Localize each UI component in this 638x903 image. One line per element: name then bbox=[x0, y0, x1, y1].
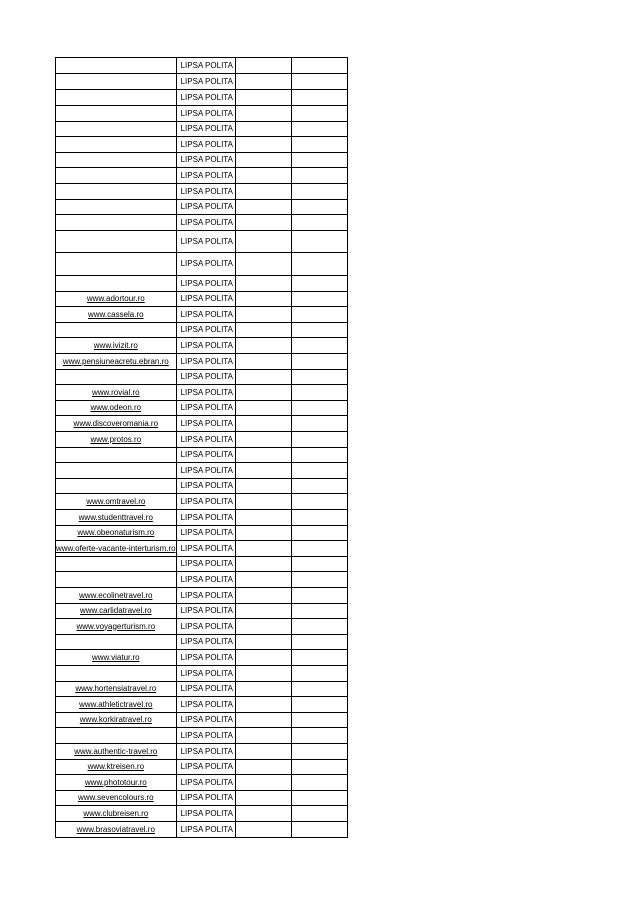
website-cell bbox=[56, 791, 177, 806]
empty-cell bbox=[291, 323, 347, 338]
table-row bbox=[56, 666, 348, 682]
status-cell: LIPSA POLITA bbox=[176, 728, 235, 744]
empty-cell bbox=[235, 215, 291, 231]
empty-cell bbox=[235, 604, 291, 619]
empty-cell bbox=[291, 215, 347, 231]
status-cell: LIPSA POLITA bbox=[176, 153, 235, 168]
empty-cell bbox=[291, 635, 347, 650]
empty-cell bbox=[235, 401, 291, 416]
empty-cell bbox=[235, 619, 291, 635]
status-cell: LIPSA POLITA bbox=[176, 385, 235, 401]
empty-cell bbox=[291, 494, 347, 510]
status-cell: LIPSA POLITA bbox=[176, 744, 235, 760]
empty-cell bbox=[291, 775, 347, 791]
empty-cell bbox=[291, 432, 347, 448]
website-cell bbox=[56, 650, 177, 666]
website-cell bbox=[56, 448, 177, 463]
table-row bbox=[56, 338, 348, 354]
empty-cell bbox=[291, 526, 347, 541]
website-cell bbox=[56, 604, 177, 619]
empty-cell bbox=[235, 775, 291, 791]
table-row bbox=[56, 448, 348, 463]
empty-cell bbox=[291, 184, 347, 200]
empty-cell bbox=[291, 791, 347, 806]
empty-cell bbox=[235, 153, 291, 168]
empty-cell bbox=[291, 713, 347, 728]
status-cell: LIPSA POLITA bbox=[176, 432, 235, 448]
empty-cell bbox=[291, 307, 347, 323]
website-cell bbox=[56, 153, 177, 168]
table-row bbox=[56, 137, 348, 153]
table-row bbox=[56, 713, 348, 728]
status-cell: LIPSA POLITA bbox=[176, 416, 235, 432]
empty-cell bbox=[235, 760, 291, 775]
website-cell bbox=[56, 354, 177, 370]
table-row bbox=[56, 775, 348, 791]
status-cell: LIPSA POLITA bbox=[176, 822, 235, 838]
website-cell bbox=[56, 572, 177, 588]
status-cell: LIPSA POLITA bbox=[176, 791, 235, 806]
table-row bbox=[56, 791, 348, 806]
table-row bbox=[56, 106, 348, 122]
empty-cell bbox=[235, 479, 291, 494]
status-cell: LIPSA POLITA bbox=[176, 231, 235, 253]
website-link[interactable]: www.studenttravel.ro bbox=[78, 512, 153, 522]
empty-cell bbox=[291, 619, 347, 635]
table-row bbox=[56, 697, 348, 713]
empty-cell bbox=[235, 338, 291, 354]
empty-cell bbox=[291, 697, 347, 713]
website-cell bbox=[56, 744, 177, 760]
status-cell: LIPSA POLITA bbox=[176, 572, 235, 588]
table-row bbox=[56, 494, 348, 510]
website-cell bbox=[56, 822, 177, 838]
website-cell bbox=[56, 806, 177, 822]
status-cell: LIPSA POLITA bbox=[176, 215, 235, 231]
table-row bbox=[56, 168, 348, 184]
empty-cell bbox=[291, 231, 347, 253]
empty-cell bbox=[291, 463, 347, 479]
empty-cell bbox=[291, 90, 347, 106]
empty-cell bbox=[235, 463, 291, 479]
website-cell bbox=[56, 74, 177, 90]
empty-cell bbox=[235, 385, 291, 401]
website-link[interactable]: www.brasoviatravel.ro bbox=[76, 824, 155, 834]
status-cell: LIPSA POLITA bbox=[176, 253, 235, 276]
status-cell: LIPSA POLITA bbox=[176, 354, 235, 370]
website-link[interactable]: www.oferte-vacante-interturism.ro bbox=[56, 543, 176, 553]
empty-cell bbox=[235, 74, 291, 90]
empty-cell bbox=[235, 276, 291, 292]
empty-cell bbox=[235, 200, 291, 215]
website-cell bbox=[56, 385, 177, 401]
status-cell: LIPSA POLITA bbox=[176, 635, 235, 650]
table-row bbox=[56, 557, 348, 572]
website-cell bbox=[56, 58, 177, 74]
status-cell: LIPSA POLITA bbox=[176, 137, 235, 153]
website-cell bbox=[56, 463, 177, 479]
website-cell bbox=[56, 401, 177, 416]
status-cell: LIPSA POLITA bbox=[176, 697, 235, 713]
status-cell: LIPSA POLITA bbox=[176, 323, 235, 338]
empty-cell bbox=[235, 557, 291, 572]
website-cell bbox=[56, 231, 177, 253]
website-link[interactable]: www.ecolinetravel.ro bbox=[79, 590, 153, 600]
website-cell bbox=[56, 432, 177, 448]
website-cell bbox=[56, 200, 177, 215]
empty-cell bbox=[291, 416, 347, 432]
website-cell bbox=[56, 370, 177, 385]
status-cell: LIPSA POLITA bbox=[176, 292, 235, 307]
status-cell: LIPSA POLITA bbox=[176, 463, 235, 479]
status-cell: LIPSA POLITA bbox=[176, 184, 235, 200]
status-cell: LIPSA POLITA bbox=[176, 200, 235, 215]
status-cell: LIPSA POLITA bbox=[176, 401, 235, 416]
status-cell: LIPSA POLITA bbox=[176, 541, 235, 557]
empty-cell bbox=[235, 526, 291, 541]
website-cell bbox=[56, 760, 177, 775]
empty-cell bbox=[291, 588, 347, 604]
empty-cell bbox=[235, 697, 291, 713]
table-row bbox=[56, 682, 348, 697]
empty-cell bbox=[291, 557, 347, 572]
empty-cell bbox=[235, 106, 291, 122]
website-cell bbox=[56, 510, 177, 526]
empty-cell bbox=[235, 370, 291, 385]
table-row bbox=[56, 432, 348, 448]
empty-cell bbox=[235, 744, 291, 760]
empty-cell bbox=[235, 588, 291, 604]
empty-cell bbox=[235, 572, 291, 588]
website-link[interactable]: www.voyagerturism.ro bbox=[76, 621, 156, 631]
table-row bbox=[56, 619, 348, 635]
website-link[interactable]: www.obeonaturism.ro bbox=[77, 528, 155, 537]
data-table bbox=[55, 57, 348, 838]
empty-cell bbox=[291, 572, 347, 588]
website-link[interactable]: www.carlidatravel.ro bbox=[80, 606, 152, 615]
empty-cell bbox=[235, 713, 291, 728]
empty-cell bbox=[235, 323, 291, 338]
status-cell: LIPSA POLITA bbox=[176, 806, 235, 822]
website-cell bbox=[56, 557, 177, 572]
empty-cell bbox=[235, 822, 291, 838]
table-row bbox=[56, 354, 348, 370]
table-row bbox=[56, 744, 348, 760]
empty-cell bbox=[235, 541, 291, 557]
website-link[interactable]: www.hortensiatravel.ro bbox=[75, 684, 157, 693]
website-link[interactable]: www.authentic-travel.ro bbox=[74, 746, 158, 756]
empty-cell bbox=[235, 510, 291, 526]
empty-cell bbox=[291, 137, 347, 153]
website-link[interactable]: www.sevencolours.ro bbox=[78, 793, 154, 802]
status-cell: LIPSA POLITA bbox=[176, 526, 235, 541]
table-row bbox=[56, 650, 348, 666]
website-link[interactable]: www.viatur.ro bbox=[92, 652, 140, 662]
status-cell: LIPSA POLITA bbox=[176, 448, 235, 463]
table-row bbox=[56, 588, 348, 604]
website-cell bbox=[56, 90, 177, 106]
empty-cell bbox=[291, 385, 347, 401]
status-cell: LIPSA POLITA bbox=[176, 682, 235, 697]
table-row bbox=[56, 463, 348, 479]
empty-cell bbox=[291, 106, 347, 122]
table-body bbox=[56, 58, 348, 838]
empty-cell bbox=[235, 806, 291, 822]
table-row bbox=[56, 276, 348, 292]
website-cell bbox=[56, 137, 177, 153]
website-cell bbox=[56, 775, 177, 791]
website-link[interactable]: www.ivizit.ro bbox=[93, 340, 138, 350]
empty-cell bbox=[235, 292, 291, 307]
empty-cell bbox=[235, 307, 291, 323]
website-cell bbox=[56, 416, 177, 432]
empty-cell bbox=[235, 728, 291, 744]
status-cell: LIPSA POLITA bbox=[176, 588, 235, 604]
empty-cell bbox=[291, 58, 347, 74]
table-row bbox=[56, 153, 348, 168]
status-cell: LIPSA POLITA bbox=[176, 122, 235, 137]
empty-cell bbox=[235, 184, 291, 200]
empty-cell bbox=[291, 510, 347, 526]
website-cell bbox=[56, 479, 177, 494]
status-cell: LIPSA POLITA bbox=[176, 604, 235, 619]
empty-cell bbox=[291, 74, 347, 90]
website-link[interactable]: www.protos.ro bbox=[90, 434, 142, 444]
empty-cell bbox=[291, 370, 347, 385]
empty-cell bbox=[235, 635, 291, 650]
empty-cell bbox=[291, 541, 347, 557]
table-row bbox=[56, 385, 348, 401]
table-row bbox=[56, 604, 348, 619]
empty-cell bbox=[235, 416, 291, 432]
website-cell bbox=[56, 619, 177, 635]
status-cell: LIPSA POLITA bbox=[176, 775, 235, 791]
empty-cell bbox=[291, 401, 347, 416]
website-link[interactable]: www.clubreisen.ro bbox=[83, 808, 149, 818]
table-row bbox=[56, 231, 348, 253]
empty-cell bbox=[235, 432, 291, 448]
table-row bbox=[56, 416, 348, 432]
empty-cell bbox=[235, 650, 291, 666]
empty-cell bbox=[291, 276, 347, 292]
website-link[interactable]: www.discoveromania.ro bbox=[73, 418, 159, 428]
empty-cell bbox=[235, 354, 291, 370]
empty-cell bbox=[291, 200, 347, 215]
table-row bbox=[56, 323, 348, 338]
empty-cell bbox=[291, 292, 347, 307]
website-link[interactable]: www.adortour.ro bbox=[86, 294, 145, 303]
empty-cell bbox=[235, 448, 291, 463]
empty-cell bbox=[291, 728, 347, 744]
table-row bbox=[56, 215, 348, 231]
status-cell: LIPSA POLITA bbox=[176, 666, 235, 682]
website-cell bbox=[56, 292, 177, 307]
empty-cell bbox=[235, 253, 291, 276]
status-cell: LIPSA POLITA bbox=[176, 168, 235, 184]
empty-cell bbox=[291, 338, 347, 354]
table-row bbox=[56, 572, 348, 588]
website-cell bbox=[56, 338, 177, 354]
status-cell: LIPSA POLITA bbox=[176, 74, 235, 90]
table-row bbox=[56, 90, 348, 106]
status-cell: LIPSA POLITA bbox=[176, 494, 235, 510]
table-row bbox=[56, 635, 348, 650]
website-cell bbox=[56, 697, 177, 713]
status-cell: LIPSA POLITA bbox=[176, 760, 235, 775]
empty-cell bbox=[291, 822, 347, 838]
empty-cell bbox=[291, 744, 347, 760]
website-link[interactable]: www.omtravel.ro bbox=[86, 496, 146, 506]
empty-cell bbox=[235, 791, 291, 806]
table-row bbox=[56, 370, 348, 385]
table-row bbox=[56, 510, 348, 526]
website-cell bbox=[56, 666, 177, 682]
empty-cell bbox=[291, 760, 347, 775]
website-cell bbox=[56, 168, 177, 184]
website-cell bbox=[56, 122, 177, 137]
website-cell bbox=[56, 307, 177, 323]
website-cell bbox=[56, 276, 177, 292]
website-cell bbox=[56, 253, 177, 276]
website-link[interactable]: www.cassela.ro bbox=[88, 309, 144, 319]
status-cell: LIPSA POLITA bbox=[176, 58, 235, 74]
table-row bbox=[56, 253, 348, 276]
website-cell bbox=[56, 526, 177, 541]
website-cell bbox=[56, 682, 177, 697]
status-cell: LIPSA POLITA bbox=[176, 276, 235, 292]
table-row bbox=[56, 184, 348, 200]
empty-cell bbox=[291, 682, 347, 697]
status-cell: LIPSA POLITA bbox=[176, 479, 235, 494]
website-cell bbox=[56, 728, 177, 744]
empty-cell bbox=[235, 231, 291, 253]
empty-cell bbox=[291, 448, 347, 463]
website-link[interactable]: www.phototour.ro bbox=[84, 777, 147, 787]
empty-cell bbox=[291, 666, 347, 682]
empty-cell bbox=[235, 666, 291, 682]
empty-cell bbox=[291, 253, 347, 276]
status-cell: LIPSA POLITA bbox=[176, 713, 235, 728]
website-link[interactable]: www.rovial.ro bbox=[92, 387, 140, 397]
status-cell: LIPSA POLITA bbox=[176, 650, 235, 666]
status-cell: LIPSA POLITA bbox=[176, 619, 235, 635]
empty-cell bbox=[291, 153, 347, 168]
table-row bbox=[56, 292, 348, 307]
status-cell: LIPSA POLITA bbox=[176, 90, 235, 106]
website-link[interactable]: www.athletictravel.ro bbox=[79, 699, 153, 709]
empty-cell bbox=[291, 354, 347, 370]
empty-cell bbox=[235, 137, 291, 153]
empty-cell bbox=[291, 650, 347, 666]
empty-cell bbox=[291, 604, 347, 619]
website-cell bbox=[56, 106, 177, 122]
empty-cell bbox=[291, 168, 347, 184]
website-link[interactable]: www.ktreisen.ro bbox=[87, 762, 145, 771]
website-cell bbox=[56, 541, 177, 557]
empty-cell bbox=[235, 122, 291, 137]
website-cell bbox=[56, 635, 177, 650]
website-cell bbox=[56, 215, 177, 231]
table-row bbox=[56, 728, 348, 744]
table-row bbox=[56, 760, 348, 775]
status-cell: LIPSA POLITA bbox=[176, 557, 235, 572]
status-cell: LIPSA POLITA bbox=[176, 510, 235, 526]
table-row bbox=[56, 74, 348, 90]
table-row bbox=[56, 526, 348, 541]
status-cell: LIPSA POLITA bbox=[176, 370, 235, 385]
website-cell bbox=[56, 494, 177, 510]
table-row bbox=[56, 806, 348, 822]
table-row bbox=[56, 200, 348, 215]
table-row bbox=[56, 822, 348, 838]
empty-cell bbox=[291, 479, 347, 494]
table-row bbox=[56, 401, 348, 416]
website-cell bbox=[56, 713, 177, 728]
website-link[interactable]: www.pensiuneacretu.ebran.ro bbox=[62, 356, 169, 366]
empty-cell bbox=[235, 168, 291, 184]
table-row bbox=[56, 58, 348, 74]
website-cell bbox=[56, 323, 177, 338]
empty-cell bbox=[291, 122, 347, 137]
status-cell: LIPSA POLITA bbox=[176, 338, 235, 354]
empty-cell bbox=[235, 58, 291, 74]
table-row bbox=[56, 307, 348, 323]
website-cell bbox=[56, 588, 177, 604]
empty-cell bbox=[235, 682, 291, 697]
empty-cell bbox=[235, 90, 291, 106]
website-link[interactable]: www.odeon.ro bbox=[90, 403, 142, 412]
empty-cell bbox=[235, 494, 291, 510]
status-cell: LIPSA POLITA bbox=[176, 307, 235, 323]
status-cell: LIPSA POLITA bbox=[176, 106, 235, 122]
table-row bbox=[56, 479, 348, 494]
table-row bbox=[56, 541, 348, 557]
table-row bbox=[56, 122, 348, 137]
website-link[interactable]: www.korkiratravel.ro bbox=[79, 715, 152, 724]
website-cell bbox=[56, 184, 177, 200]
empty-cell bbox=[291, 806, 347, 822]
